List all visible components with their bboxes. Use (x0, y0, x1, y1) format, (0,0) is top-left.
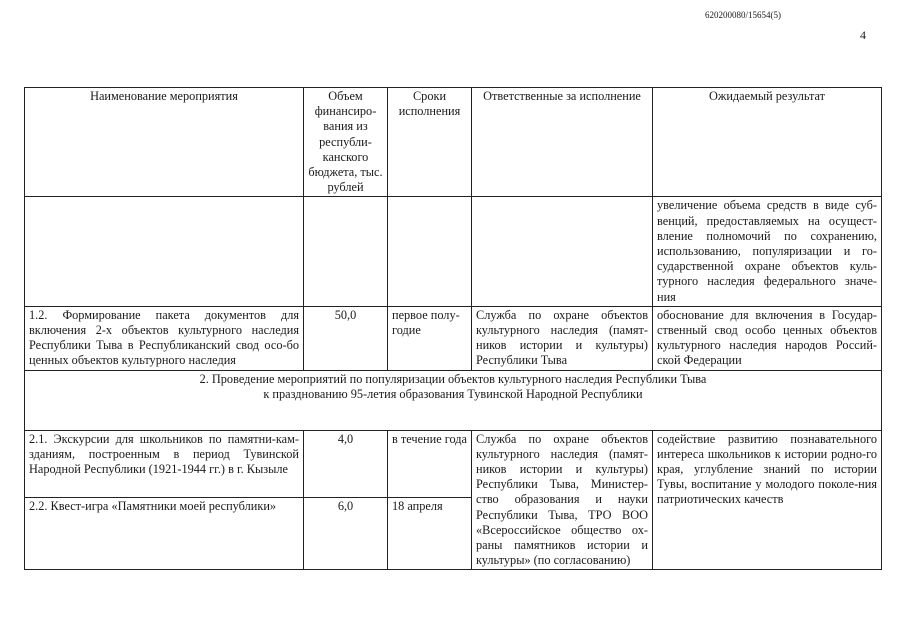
table-row (25, 197, 882, 306)
section-2-heading (25, 370, 882, 430)
row-1-2-name: 1.2. Формирование пакета документов для включения 2-х объектов культурного наследия Республики Тыва в Республиканский свод осо-бо ценных объектов культурного наследия (25, 306, 304, 370)
continuation-result-cell: увеличение объема средств в виде суб-венций, предоставляемых на осущест-вление полномочий по сохранению, использованию, популяризации и го-сударственной охране объектов куль-турного наследия федерального значе-ния (653, 197, 882, 306)
document-code: 620200080/15654(5) (705, 10, 781, 20)
row-2-2-name: 2.2. Квест-игра «Памятники моей республики» (25, 498, 304, 570)
table-header-row (25, 88, 882, 197)
section-2-line-1: 2. Проведение мероприятий по популяризации объектов культурного наследия Республики Тыва (199, 371, 707, 386)
row-2-2-terms: 18 апреля (388, 498, 472, 570)
row-1-2-funding: 50,0 (304, 306, 388, 370)
row-1-2-terms: первое полу-годие (388, 306, 472, 370)
page-number: 4 (860, 28, 866, 42)
row-1-2-result: обоснование для включения в Государ-ственный свод особо ценных объектов культурного наследия народов Россий-ской Федерации (653, 306, 882, 370)
continuation-funding-cell (304, 197, 388, 306)
table-row (25, 430, 882, 498)
section-2-line-2: к празднованию 95-летия образования Тувинской Народной Республики (263, 386, 643, 401)
measures-table (24, 87, 882, 570)
row-2-1-funding: 4,0 (304, 430, 388, 498)
row-2-1-terms: в течение года (388, 430, 472, 498)
shared-result-cell: содействие развитию познавательного интереса школьников к истории родно-го края, углубление знаний по истории Тувы, воспитание у молодого поколе-ния патриотических качеств (653, 430, 882, 570)
header-responsible: Ответственные за исполнение (472, 88, 653, 197)
shared-responsible-cell: Служба по охране объектов культурного наследия (памят-ников истории и культуры) Республики Тыва, Министер-ство образования и науки Республики Тыва, ТРО ВОО «Всероссийское общество ох-раны памятников истории и культуры» (по согласованию) (472, 430, 653, 570)
continuation-name-cell (25, 197, 304, 306)
section-heading-row (25, 370, 882, 430)
header-name: Наименование мероприятия (25, 88, 304, 197)
header-funding: Объем финансиро-вания из республи-канского бюджета, тыс. рублей (304, 88, 388, 197)
row-2-2-funding: 6,0 (304, 498, 388, 570)
header-terms: Сроки исполнения (388, 88, 472, 197)
continuation-responsible-cell (472, 197, 653, 306)
table-row (25, 306, 882, 370)
continuation-terms-cell (388, 197, 472, 306)
row-1-2-responsible: Служба по охране объектов культурного наследия (памят-ников истории и культуры) Республики Тыва (472, 306, 653, 370)
row-2-1-name: 2.1. Экскурсии для школьников по памятни-кам-зданиям, построенным в период Тувинской Народной Республики (1921-1944 гг.) в г. Кызыле (25, 430, 304, 498)
header-result: Ожидаемый результат (653, 88, 882, 197)
